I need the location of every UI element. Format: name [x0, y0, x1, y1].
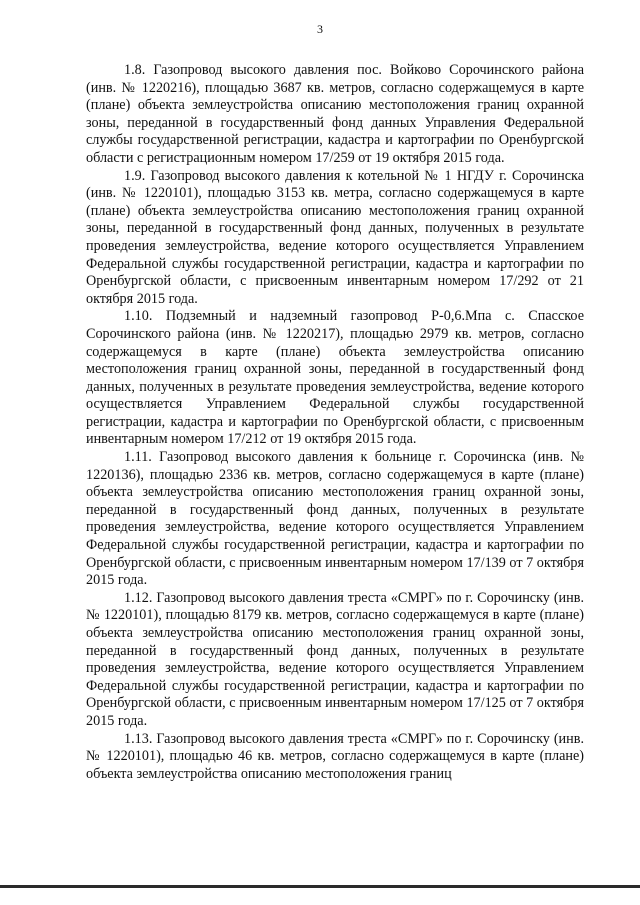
paragraph-1-11: 1.11. Газопровод высокого давления к больнице г. Сорочинска (инв. № 1220136), площадью 2336 кв. метров, согласно содержащемуся в карте (плане) объекта землеустройства описанию местоположения границ охранной зоны, переданной в государственный фонд данных, полученных в результате проведения землеустройства, ведение которого осуществляется Управлением Федеральной службы государственной регистрации, кадастра и картографии по Оренбургской области, с присвоенным инвентарным номером 17/139 от 7 октября 2015 года.: [86, 449, 584, 589]
paragraph-1-10: 1.10. Подземный и надземный газопровод Р-0,6.Мпа с. Спасское Сорочинского района (инв. № 1220217), площадью 2979 кв. метров, согласно содержащемуся в карте (плане) объекта землеустройства описанию местоположения границ охранной зоны, переданной в государственный фонд данных, полученных в результате проведения землеустройства, ведение которого осуществляется Управлением Федеральной службы государственной регистрации, кадастра и картографии по Оренбургской области, с присвоенным инвентарным номером 17/212 от 19 октября 2015 года.: [86, 308, 584, 448]
paragraph-1-8: 1.8. Газопровод высокого давления пос. Войково Сорочинского района (инв. № 1220216), площадью 3687 кв. метров, согласно содержащемуся в карте (плане) объекта землеустройства описанию местоположения границ охранной зоны, переданной в государственный фонд данных Управления Федеральной службы государственной регистрации, кадастра и картографии по Оренбургской области с регистрационным номером 17/259 от 19 октября 2015 года.: [86, 62, 584, 166]
paragraph-1-9: 1.9. Газопровод высокого давления к котельной № 1 НГДУ г. Сорочинска (инв. № 1220101), площадью 3153 кв. метра, согласно содержащемуся в карте (плане) объекта землеустройства описанию местоположения границ охранной зоны, переданной в государственный фонд данных, полученных в результате проведения землеустройства, ведение которого осуществляется Управлением Федеральной службы государственной регистрации, кадастра и картографии по Оренбургской области, с присвоенным инвентарным номером 17/292 от 21 октября 2015 года.: [86, 167, 584, 307]
document-body: [86, 62, 584, 783]
paragraph-1-13: 1.13. Газопровод высокого давления треста «СМРГ» по г. Сорочинску (инв. № 1220101), площадью 46 кв. метров, согласно содержащемуся в карте (плане) объекта землеустройства описанию местоположения границ: [86, 730, 584, 782]
paragraph-1-12: 1.12. Газопровод высокого давления треста «СМРГ» по г. Сорочинску (инв. № 1220101), площадью 8179 кв. метров, согласно содержащемуся в карте (плане) объекта землеустройства описанию местоположения границ охранной зоны, переданной в государственный фонд данных, полученных в результате проведения землеустройства, ведение которого осуществляется Управлением Федеральной службы государственной регистрации, кадастра и картографии по Оренбургской области, с присвоенным инвентарным номером 17/125 от 7 октября 2015 года.: [86, 589, 584, 729]
bottom-border-line: [0, 885, 640, 888]
page-number: 3: [317, 22, 323, 36]
